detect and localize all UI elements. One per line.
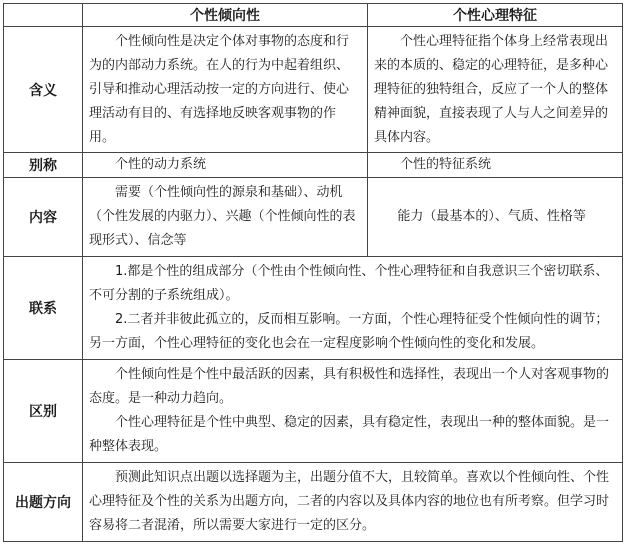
content-characteristics-text: 能力（最基本的）、气质、性格等	[397, 209, 586, 224]
definition-characteristics-text: 个性心理特征指个体身上经常表现出来的本质的、稳定的心理特征，是多种心理特征的独特组合，反应了一个人的整体精神面貌，直接表现了人与人之间差异的具体内容。	[374, 33, 609, 145]
alias-tendency-text: 个性的动力系统	[115, 157, 207, 172]
content-characteristics	[368, 178, 623, 257]
definition-tendency-text: 个性倾向性是决定个体对事物的态度和行为的内部动力系统。在人的行为中起着组织、引导和推动心理活动按一定的方向进行、使心理活动有目的、有选择地反映客观事物的作用。	[89, 33, 350, 145]
comparison-table	[3, 3, 623, 542]
header-tendency: 个性倾向性	[83, 4, 368, 27]
difference-text	[83, 360, 623, 463]
alias-characteristics	[368, 153, 623, 178]
row-label-alias: 别称	[4, 153, 83, 178]
row-label-content: 内容	[4, 178, 83, 257]
row-label-relation: 联系	[4, 257, 83, 360]
row-exam-direction	[4, 463, 623, 542]
row-definition	[4, 27, 623, 153]
alias-characteristics-text: 个性的特征系统	[400, 157, 492, 172]
row-label-definition: 含义	[4, 27, 83, 153]
definition-tendency	[83, 27, 368, 153]
header-characteristics: 个性心理特征	[368, 4, 623, 27]
row-difference	[4, 360, 623, 463]
exam-text: 预测此知识点出题以选择题为主，出题分值不大，且较简单。喜欢以个性倾向性、个性心理特征及个性的关系为出题方向，二者的内容以及具体内容的地位也有所考察。但学习时容易将二者混淆，所以需要大家进行一定的区分。	[89, 470, 610, 533]
row-content	[4, 178, 623, 257]
exam-text-cell	[83, 463, 623, 542]
alias-tendency	[83, 153, 368, 178]
difference-point-1: 个性倾向性是个性中最活跃的因素，具有积极性和选择性，表现出一个人对客观事物的态度。是一种动力趋向。	[89, 367, 610, 406]
row-relation	[4, 257, 623, 360]
relation-text	[83, 257, 623, 360]
relation-point-1: 1.都是个性的组成部分（个性由个性倾向性、个性心理特征和自我意识三个密切联系、不可分割的子系统组成）。	[89, 264, 609, 303]
content-tendency	[83, 178, 368, 257]
row-label-exam: 出题方向	[4, 463, 83, 542]
row-alias	[4, 153, 623, 178]
relation-point-2: 2.二者并非彼此孤立的，反而相互影响。一方面，个性心理特征受个性倾向性的调节；另一方面，个性心理特征的变化也会在一定程度影响个性倾向性的变化和发展。	[89, 312, 609, 351]
content-tendency-text: 需要（个性倾向性的源泉和基础）、动机（个性发展的内驱力）、兴趣（个性倾向性的表现形式）、信念等	[89, 185, 356, 248]
definition-characteristics	[368, 27, 623, 153]
header-corner	[4, 4, 83, 27]
row-label-difference: 区别	[4, 360, 83, 463]
difference-point-2: 个性心理特征是个性中典型、稳定的因素，具有稳定性，表现出一种的整体面貌。是一种整体表现。	[89, 415, 610, 454]
header-row	[4, 4, 623, 27]
